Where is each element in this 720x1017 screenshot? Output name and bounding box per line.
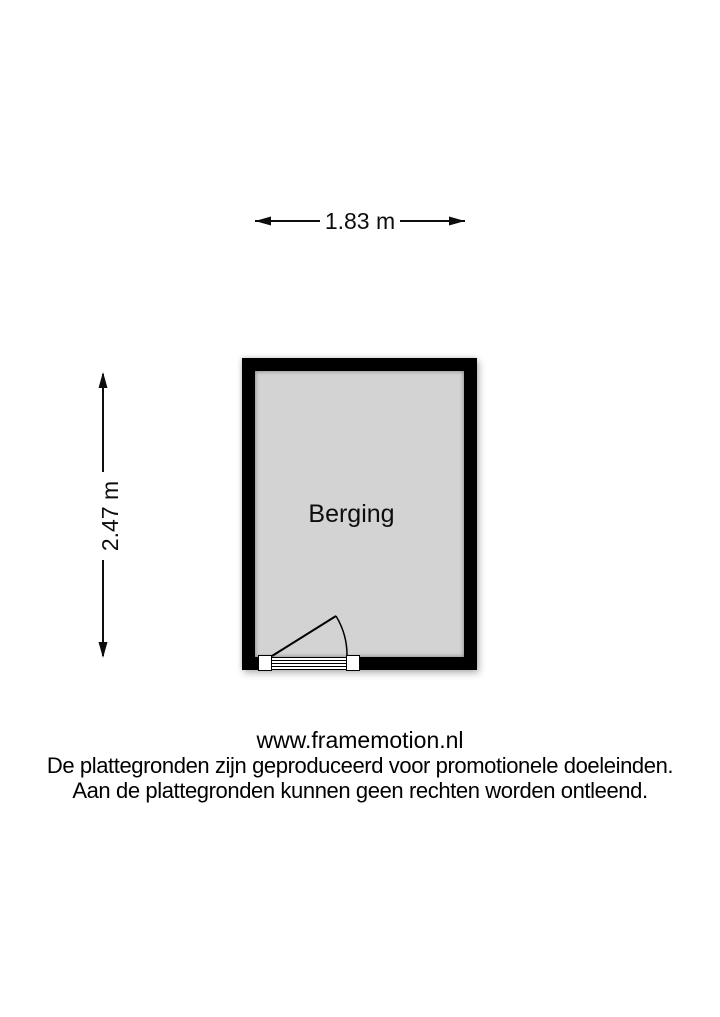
footer [0,728,720,803]
dimension-width-arrow [255,208,465,234]
room-label: Berging [308,499,395,528]
footer-disclaimer-line-1: De plattegronden zijn geproduceerd voor promotionele doeleinden. [46,753,674,778]
arrow-up-icon [99,372,108,388]
footer-disclaimer-line-2: Aan de plattegronden kunnen geen rechten worden ontleend. [72,778,648,803]
dimension-height-label: 2.47 m [97,480,123,552]
room-berging [242,358,477,670]
arrow-right-icon [449,217,465,226]
arrow-down-icon [99,642,108,658]
footer-website: www.framemotion.nl [256,727,464,753]
dimension-width-label: 1.83 m [324,208,396,234]
arrow-left-icon [255,217,271,226]
dimension-height-arrow [97,372,123,658]
room-floor [255,371,464,657]
